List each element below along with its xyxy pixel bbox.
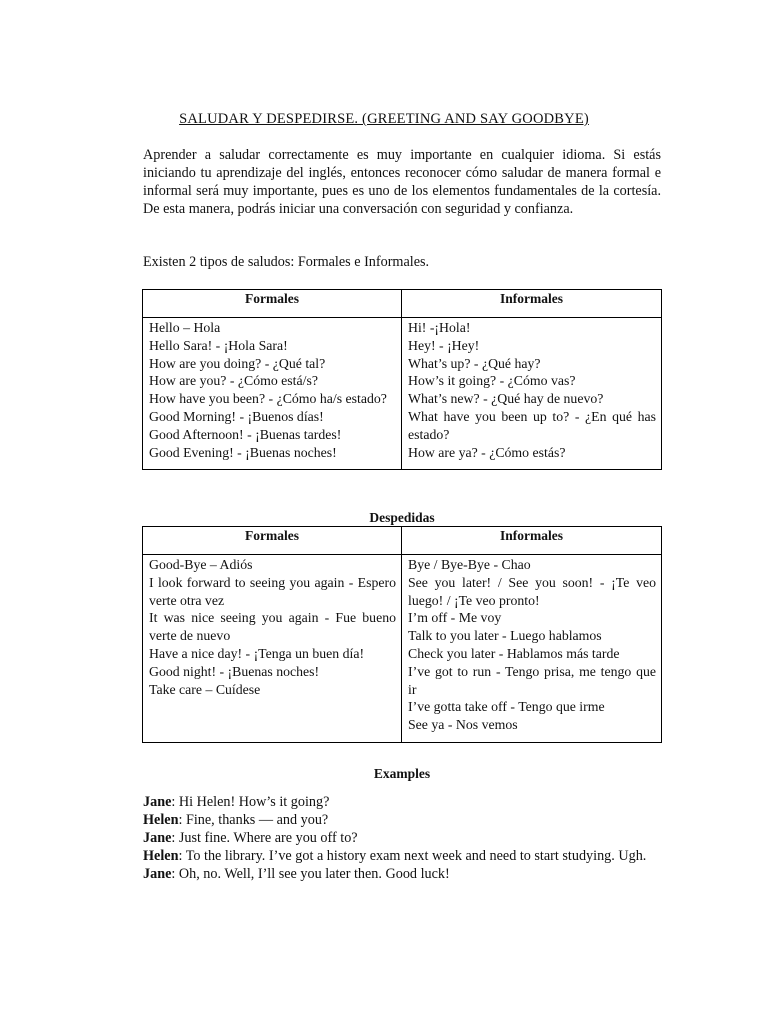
list-item: Good Afternoon! - ¡Buenas tardes! bbox=[149, 426, 342, 442]
list-item: Good Morning! - ¡Buenos días! bbox=[149, 408, 324, 424]
column-header-formales: Formales bbox=[143, 527, 402, 555]
column-header-formales: Formales bbox=[143, 290, 402, 318]
saludos-table bbox=[142, 289, 662, 470]
list-item: It was nice seeing you again - Fue bueno verte de nuevo bbox=[149, 610, 396, 644]
dialog-line bbox=[143, 793, 661, 811]
table-row bbox=[143, 318, 662, 470]
list-item: Bye / Bye-Bye - Chao bbox=[408, 557, 531, 572]
greeting-types-line: Existen 2 tipos de saludos: Formales e Informales. bbox=[143, 254, 430, 270]
dialog-text: : Hi Helen! How’s it going? bbox=[171, 794, 330, 810]
examples-heading: Examples bbox=[373, 766, 431, 781]
list-item: See you later! / See you soon! - ¡Te veo luego! / ¡Te veo pronto! bbox=[408, 574, 656, 608]
list-item: How’s it going? - ¿Cómo vas? bbox=[408, 373, 576, 389]
list-item: Take care – Cuídese bbox=[149, 681, 261, 697]
list-item: Talk to you later - Luego hablamos bbox=[408, 628, 602, 644]
list-item: I’m off - Me voy bbox=[408, 610, 502, 626]
page-title: SALUDAR Y DESPEDIRSE. (GREETING AND SAY GOODBYE) bbox=[179, 111, 589, 127]
list-item: Check you later - Hablamos más tarde bbox=[408, 645, 620, 661]
list-item: Have a nice day! - ¡Tenga un buen día! bbox=[149, 645, 365, 661]
speaker-name: Jane bbox=[143, 794, 172, 810]
dialog-line bbox=[143, 811, 661, 829]
list-item: Hi! -¡Hola! bbox=[408, 320, 471, 335]
despedidas-heading: Despedidas bbox=[369, 510, 435, 525]
column-header-informales: Informales bbox=[402, 527, 662, 555]
formales-cell bbox=[143, 318, 402, 470]
dialog-text: : Fine, thanks — and you? bbox=[178, 812, 329, 828]
list-item: I look forward to seeing you again - Espero verte otra vez bbox=[149, 574, 396, 608]
intro-paragraph: Aprender a saludar correctamente es muy importante en cualquier idioma. Si estás iniciando tu aprendizaje del inglés, entonces reconocer cómo saludar de manera formal e informal será muy importante, pues es uno de los elementos fundamentales de la cortesía. De esta manera, podrás iniciar una conversación con seguridad y confianza. bbox=[143, 147, 661, 217]
speaker-name: Helen bbox=[143, 812, 179, 828]
column-header-informales: Informales bbox=[402, 290, 662, 318]
list-item: How are ya? - ¿Cómo estás? bbox=[408, 444, 566, 460]
list-item: Good Evening! - ¡Buenas noches! bbox=[149, 444, 337, 460]
list-item: Hey! - ¡Hey! bbox=[408, 337, 480, 353]
table-header-row bbox=[143, 527, 662, 555]
formales-cell bbox=[143, 555, 402, 743]
speaker-name: Helen bbox=[143, 848, 179, 864]
table-header-row bbox=[143, 290, 662, 318]
speaker-name: Jane bbox=[143, 866, 172, 882]
dialog-text: : To the library. I’ve got a history exam next week and need to start studying. Ugh. bbox=[178, 848, 647, 864]
list-item: How are you doing? - ¿Qué tal? bbox=[149, 355, 326, 371]
list-item: Good-Bye – Adiós bbox=[149, 557, 253, 572]
speaker-name: Jane bbox=[143, 830, 172, 846]
list-item: What have you been up to? - ¿En qué has estado? bbox=[408, 408, 656, 442]
example-dialog bbox=[143, 793, 661, 883]
dialog-text: : Oh, no. Well, I’ll see you later then. Good luck! bbox=[171, 866, 450, 882]
informales-cell bbox=[402, 318, 662, 470]
list-item: I’ve gotta take off - Tengo que irme bbox=[408, 699, 605, 715]
list-item: Hello – Hola bbox=[149, 320, 221, 335]
list-item: See ya - Nos vemos bbox=[408, 717, 518, 733]
list-item: I’ve got to run - Tengo prisa, me tengo que ir bbox=[408, 663, 656, 697]
dialog-line bbox=[143, 865, 661, 883]
list-item: How have you been? - ¿Cómo ha/s estado? bbox=[149, 391, 387, 407]
list-item: Hello Sara! - ¡Hola Sara! bbox=[149, 337, 288, 353]
list-item: What’s new? - ¿Qué hay de nuevo? bbox=[408, 391, 604, 407]
dialog-line bbox=[143, 829, 661, 847]
list-item: What’s up? - ¿Qué hay? bbox=[408, 355, 541, 371]
dialog-text: : Just fine. Where are you off to? bbox=[171, 830, 358, 846]
despedidas-table bbox=[142, 526, 662, 743]
dialog-line bbox=[143, 847, 661, 865]
table-row bbox=[143, 555, 662, 743]
informales-cell bbox=[402, 555, 662, 743]
list-item: Good night! - ¡Buenas noches! bbox=[149, 663, 320, 679]
list-item: How are you? - ¿Cómo está/s? bbox=[149, 373, 318, 389]
